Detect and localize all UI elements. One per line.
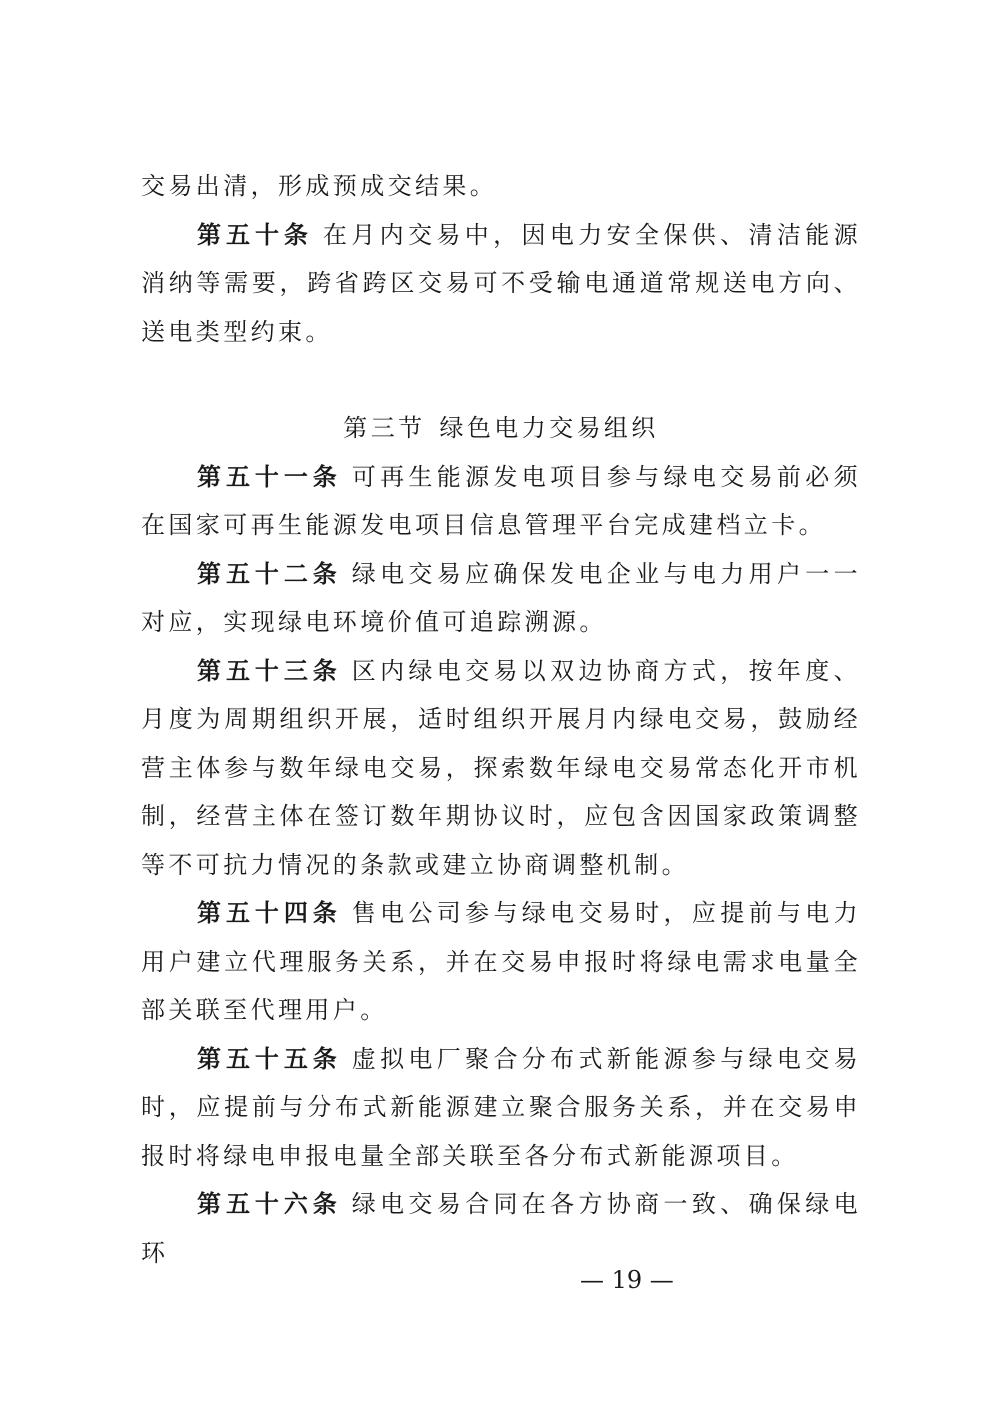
article-50: [141, 211, 861, 357]
article-title: 第五十一条: [197, 462, 342, 491]
article-title: 第五十二条: [197, 559, 342, 588]
article-55: [141, 1035, 861, 1181]
article-52: [141, 550, 861, 647]
paragraph-text: 交易出清，形成预成交结果。: [141, 172, 498, 200]
article-title: 第五十六条: [197, 1190, 342, 1218]
page-number: — 19 —: [580, 1266, 674, 1294]
article-title: 第五十四条: [197, 899, 342, 927]
article-title: 第五十条: [197, 220, 313, 249]
article-54: [141, 889, 861, 1035]
document-body: [141, 162, 861, 1277]
article-text: 区内绿电交易以双边协商方式，按年度、月度为周期组织开展，适时组织开展月内绿电交易，鼓励经营主体参与数年绿电交易，探索数年绿电交易常态化开市机制，经营主体在签订数年期协议时，应包含因国家政策调整等不可抗力情况的条款或建立协商调整机制。: [141, 656, 862, 879]
article-title: 第五十三条: [197, 656, 342, 685]
article-text: 在月内交易中，因电力安全保供、清洁能源消纳等需要，跨省跨区交易可不受输电通道常规送电方向、送电类型约束。: [141, 220, 861, 346]
article-text: 可再生能源发电项目参与绿电交易前必须在国家可再生能源发电项目信息管理平台完成建档立卡。: [141, 462, 862, 539]
article-51: [141, 453, 861, 550]
article-text: 售电公司参与绿电交易时，应提前与电力用户建立代理服务关系，并在交易申报时将绿电需求电量全部关联至代理用户。: [141, 899, 862, 1024]
section-name: 绿色电力交易组织: [439, 414, 659, 442]
article-text: 虚拟电厂聚合分布式新能源参与绿电交易时，应提前与分布式新能源建立聚合服务关系，并在交易申报时将绿电申报电量全部关联至各分布式新能源项目。: [141, 1044, 862, 1170]
article-title: 第五十五条: [197, 1044, 342, 1073]
article-text: 绿电交易合同在各方协商一致、确保绿电环: [141, 1190, 862, 1267]
paragraph-continuation: [141, 162, 861, 211]
article-53: [141, 647, 861, 890]
article-text: 绿电交易应确保发电企业与电力用户一一对应，实现绿电环境价值可追踪溯源。: [141, 559, 862, 636]
section-number: 第三节: [343, 414, 426, 442]
section-heading: [141, 356, 861, 453]
